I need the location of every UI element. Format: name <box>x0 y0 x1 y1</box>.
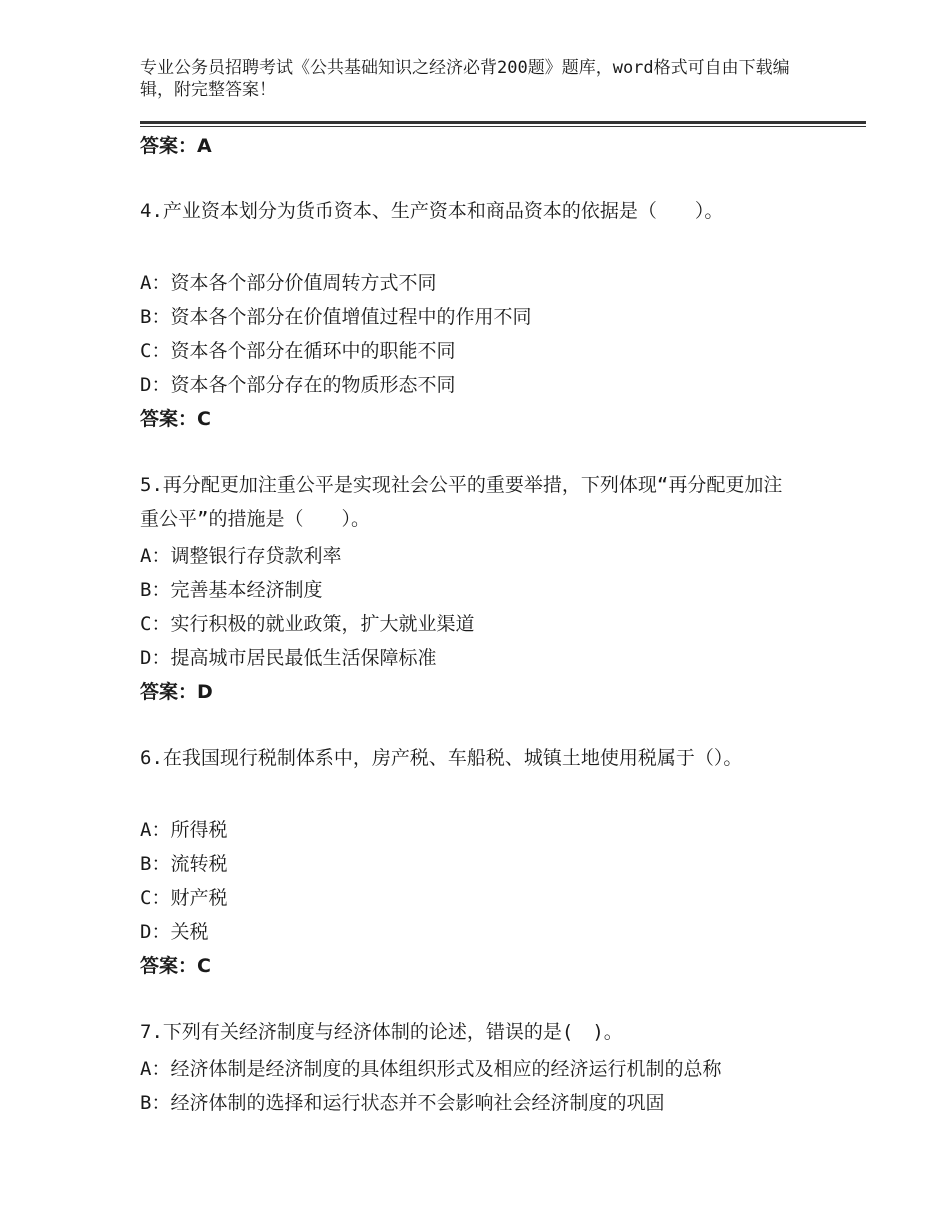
option-d: D：提高城市居民最低生活保障标准 <box>140 647 437 669</box>
option-b: B：资本各个部分在价值增值过程中的作用不同 <box>140 306 532 328</box>
option-a: A：资本各个部分价值周转方式不同 <box>140 272 437 294</box>
answer-label: 答案：C <box>140 408 211 430</box>
header-rule <box>140 121 866 124</box>
option-b: B：完善基本经济制度 <box>140 579 323 601</box>
answer-label: 答案：D <box>140 681 213 703</box>
question-stem: 4.产业资本划分为货币资本、生产资本和商品资本的依据是（ ）。 <box>140 200 724 222</box>
option-a: A：所得税 <box>140 819 228 841</box>
document-header: 专业公务员招聘考试《公共基础知识之经济必背200题》题库，word格式可自由下载编辑，附完整答案！ <box>140 58 790 100</box>
answer-label: 答案：C <box>140 955 211 977</box>
header-rule-thin <box>140 126 866 127</box>
option-c: C：资本各个部分在循环中的职能不同 <box>140 340 456 362</box>
option-d: D：资本各个部分存在的物质形态不同 <box>140 374 456 396</box>
question-stem: 6.在我国现行税制体系中，房产税、车船税、城镇土地使用税属于（）。 <box>140 747 743 769</box>
answer-label: 答案：A <box>140 135 212 157</box>
option-a: A：经济体制是经济制度的具体组织形式及相应的经济运行机制的总称 <box>140 1058 722 1080</box>
option-d: D：关税 <box>140 921 209 943</box>
question-stem: 5.再分配更加注重公平是实现社会公平的重要举措，下列体现“再分配更加注重公平”的措施是（ ）。 <box>140 474 783 530</box>
option-b: B：流转税 <box>140 853 228 875</box>
option-c: C：实行积极的就业政策，扩大就业渠道 <box>140 613 475 635</box>
option-a: A：调整银行存贷款利率 <box>140 545 342 567</box>
option-c: C：财产税 <box>140 887 228 909</box>
option-b: B：经济体制的选择和运行状态并不会影响社会经济制度的巩固 <box>140 1092 665 1114</box>
question-stem: 7.下列有关经济制度与经济体制的论述，错误的是( )。 <box>140 1021 623 1043</box>
